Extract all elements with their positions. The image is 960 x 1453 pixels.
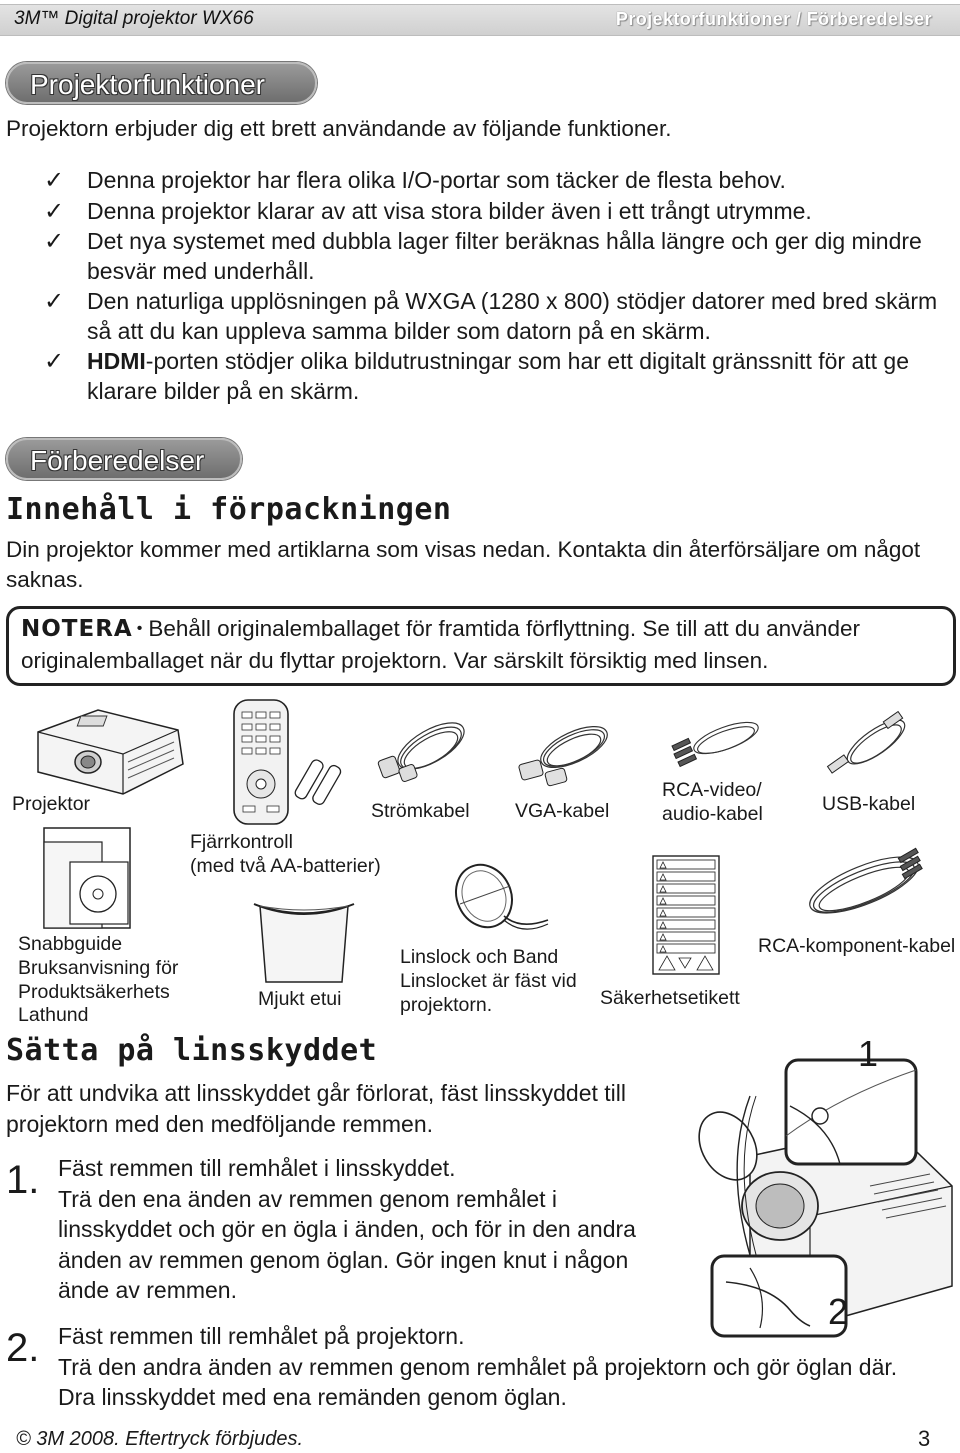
step-1-text: Fäst remmen till remhålet i linsskyddet. Trä den ena änden av remmen genom remhålet i linsskyddet och gör en ögla i änden, och för in den andra änden av remmen genom öglan. Gör ingen knut i någon ände av remmen.	[58, 1155, 636, 1303]
list-item: ✓ HDMI-porten stödjer olika bildutrustningar som har ett digitalt gränssnitt för att ge klarare bilder på en skärm.	[44, 348, 910, 404]
lens-strap-illustration	[690, 1033, 952, 1336]
section-pill-features: Projektorfunktioner	[6, 62, 317, 104]
caption-safety-label: Säkerhetsetikett	[600, 987, 740, 1009]
lens-cover-intro: För att undvika att linsskyddet går förlorat, fäst linsskyddet till projektorn med den medföljande remmen.	[6, 1080, 626, 1137]
callout-number-2: 2	[828, 1291, 849, 1332]
caption-docs-4: Lathund	[18, 1004, 89, 1026]
caption-docs-3: Produktsäkerhets	[18, 981, 170, 1003]
caption-rca-av-line1: RCA-video/	[662, 779, 762, 801]
caption-docs-1: Snabbguide	[18, 933, 123, 955]
caption-docs-2: Bruksanvisning för	[18, 957, 179, 979]
note-box	[6, 606, 956, 686]
section-pill-preparations: Förberedelser	[6, 438, 242, 480]
features-intro: Projektorn erbjuder dig ett brett användande av följande funktioner.	[6, 116, 672, 141]
checkmark-icon: ✓	[44, 167, 65, 194]
soft-case-illustration	[252, 898, 356, 986]
vga-cable-illustration	[518, 720, 613, 790]
list-item: ✓ Denna projektor klarar av att visa stora bilder även i ett trångt utrymme.	[44, 197, 812, 225]
section-title: Projektorfunktioner / Förberedelser	[615, 9, 932, 29]
contents-text: Din projektor kommer med artiklarna som visas nedan. Kontakta din återförsäljare om något saknas.	[6, 537, 921, 592]
caption-vga-cable: VGA-kabel	[515, 800, 610, 822]
hdmi-term: HDMI	[87, 348, 146, 374]
safety-label-illustration	[651, 854, 721, 976]
caption-power-cable: Strömkabel	[371, 800, 470, 822]
caption-lens-cap-1: Linslock och Band	[400, 946, 559, 968]
usb-cable-illustration	[822, 712, 917, 782]
remote-control-illustration	[228, 698, 348, 828]
documents-illustration	[42, 826, 134, 932]
note-bullet: •	[136, 620, 143, 637]
list-item: ✓ Det nya systemet med dubbla lager filter beräknas hålla längre och ger dig mindre besvär med underhåll.	[44, 228, 922, 284]
checkmark-icon: ✓	[44, 348, 65, 375]
step-number-2: 2.	[6, 1326, 40, 1370]
list-item: ✓ Denna projektor har flera olika I/O-portar som täcker de flesta behov.	[44, 167, 786, 194]
caption-rca-av-line2: audio-kabel	[662, 803, 763, 825]
footer-copyright: © 3M 2008. Eftertryck förbjudes.	[16, 1428, 304, 1450]
power-cable-illustration	[376, 718, 471, 788]
checkmark-icon: ✓	[44, 228, 65, 255]
contents-heading: Innehåll i förpackningen	[6, 492, 452, 527]
caption-lens-cap-3: projektorn.	[400, 994, 493, 1016]
list-item: ✓ Den naturliga upplösningen på WXGA (1280 x 800) stödjer datorer med bred skärm så att du kan uppleva samma bilder som datorn på en skärm.	[44, 288, 938, 344]
rca-component-cable-illustration	[802, 845, 927, 927]
note-label: NOTERA	[21, 616, 133, 642]
caption-usb-cable: USB-kabel	[822, 793, 916, 815]
caption-remote-line1: Fjärrkontroll	[190, 831, 293, 853]
rca-av-cable-illustration	[666, 716, 766, 771]
caption-projector: Projektor	[12, 793, 91, 815]
checkmark-icon: ✓	[44, 197, 65, 225]
checkmark-icon: ✓	[44, 288, 65, 315]
lens-cap-illustration	[452, 860, 552, 942]
caption-lens-cap-2: Linslocket är fäst vid	[400, 970, 577, 992]
caption-remote-line2: (med två AA-batterier)	[190, 855, 381, 877]
callout-number-1: 1	[858, 1033, 879, 1074]
caption-rca-component: RCA-komponent-kabel	[758, 935, 956, 957]
caption-soft-case: Mjukt etui	[258, 988, 342, 1010]
step-number-1: 1.	[6, 1158, 40, 1202]
lens-cover-heading: Sätta på linsskyddet	[6, 1033, 378, 1068]
step-2-text: Fäst remmen till remhålet på projektorn. Trä den andra änden av remmen genom remhålet på projektorn och gör öglan där. Dra linsskyddet med ena remänden genom öglan.	[58, 1323, 898, 1410]
page-number: 3	[918, 1426, 931, 1451]
feature-list	[44, 166, 954, 407]
note-text: Behåll originalemballaget för framtida förflyttning. Se till att du använder originalemballaget när du flyttar projektorn. Var särskilt försiktig med linsen.	[21, 616, 860, 673]
document-title: 3M™ Digital projektor WX66	[14, 8, 254, 29]
projector-illustration	[28, 702, 188, 802]
